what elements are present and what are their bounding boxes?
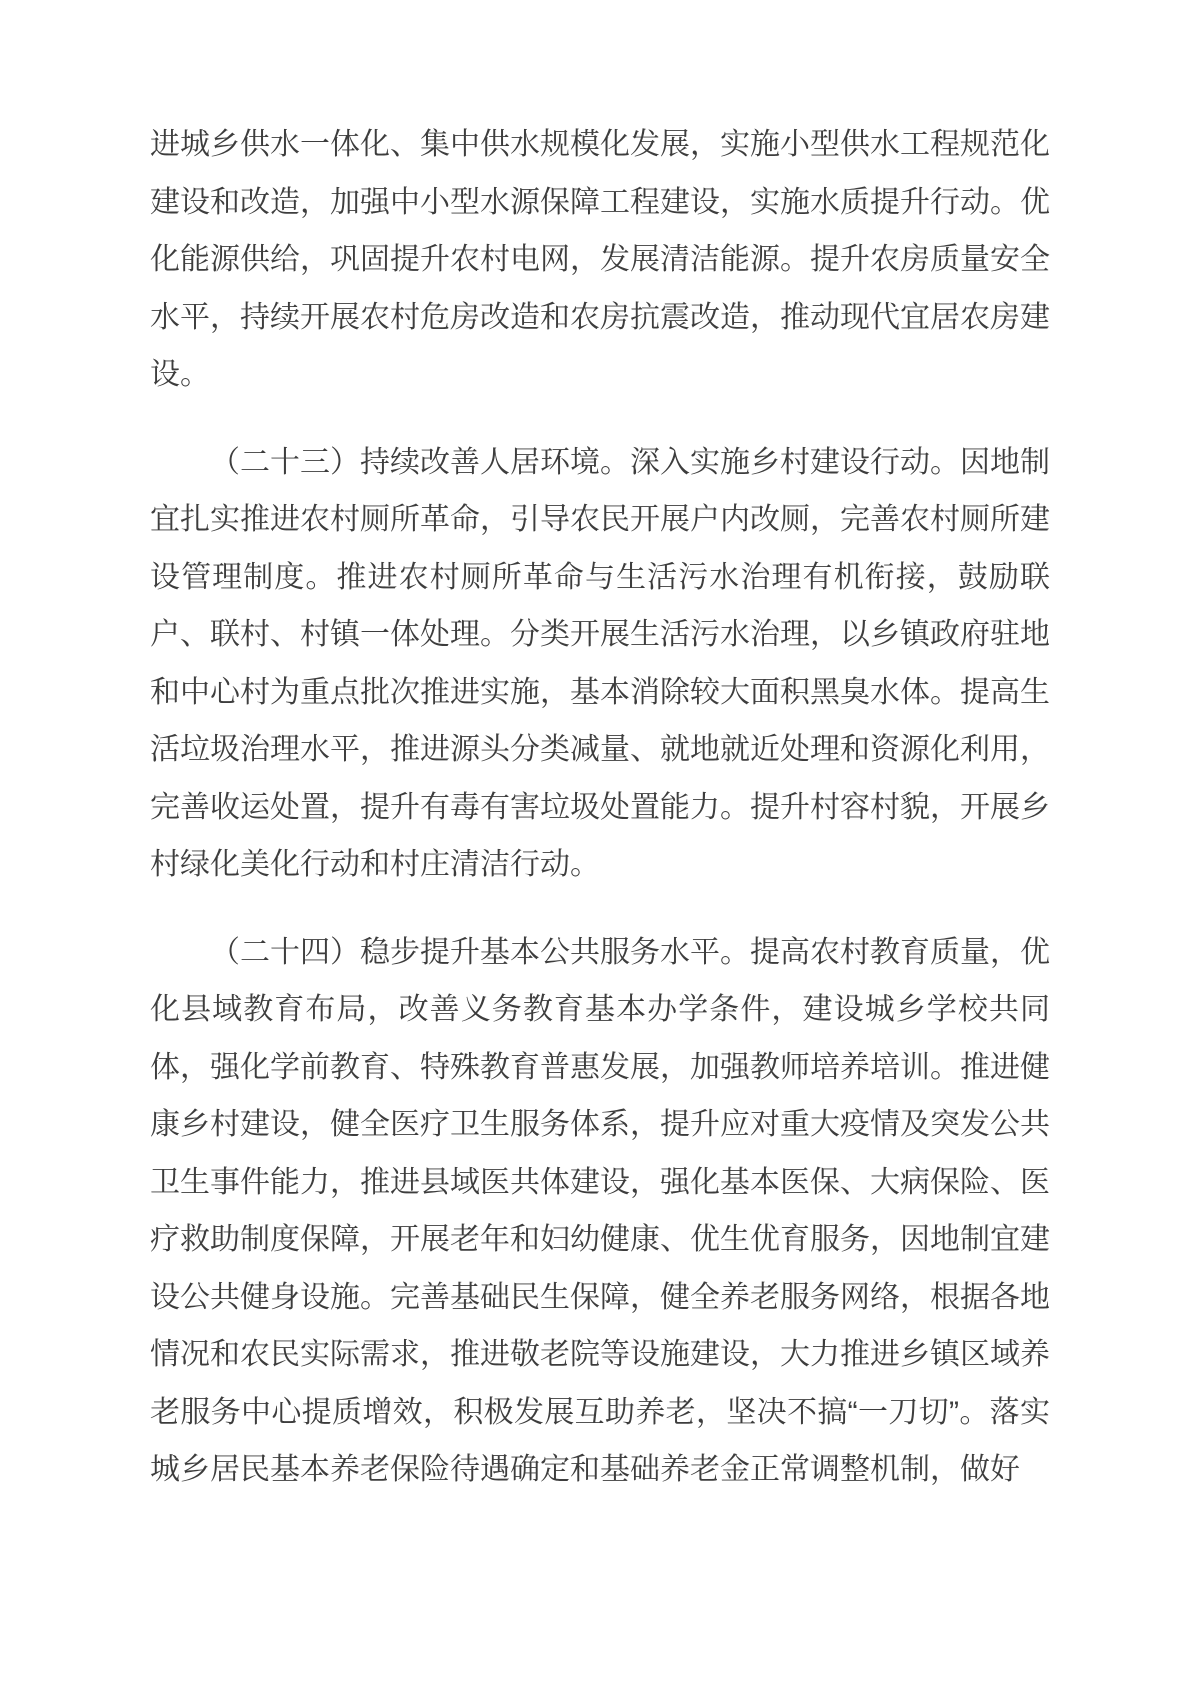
paragraph-continuation: 进城乡供水一体化、集中供水规模化发展，实施小型供水工程规范化建设和改造，加强中小型水源保障工程建设，实施水质提升行动。优化能源供给，巩固提升农村电网，发展清洁能源。提升农房质量安全水平，持续开展农村危房改造和农房抗震改造，推动现代宜居农房建设。 bbox=[150, 128, 1050, 391]
paragraph-item-23: （二十三）持续改善人居环境。深入实施乡村建设行动。因地制宜扎实推进农村厕所革命，引导农民开展户内改厕，完善农村厕所建设管理制度。推进农村厕所革命与生活污水治理有机衔接，鼓励联户、联村、村镇一体处理。分类开展生活污水治理，以乡镇政府驻地和中心村为重点批次推进实施，基本消除较大面积黑臭水体。提高生活垃圾治理水平，推进源头分类减量、就地就近处理和资源化利用，完善收运处置，提升有毒有害垃圾处置能力。提升村容村貌，开展乡村绿化美化行动和村庄清洁行动。 bbox=[150, 445, 1050, 881]
paragraph-item-24: （二十四）稳步提升基本公共服务水平。提高农村教育质量，优化县域教育布局，改善义务教育基本办学条件，建设城乡学校共同体，强化学前教育、特殊教育普惠发展，加强教师培养培训。推进健康乡村建设，健全医疗卫生服务体系，提升应对重大疫情及突发公共卫生事件能力，推进县域医共体建设，强化基本医保、大病保险、医疗救助制度保障，开展老年和妇幼健康、优生优育服务，因地制宜建设公共健身设施。完善基础民生保障，健全养老服务网络，根据各地情况和农民实际需求，推进敬老院等设施建设，大力推进乡镇区域养老服务中心提质增效，积极发展互助养老，坚决不搞“一刀切”。落实城乡居民基本养老保险待遇确定和基础养老金正常调整机制，做好 bbox=[150, 935, 1050, 1486]
